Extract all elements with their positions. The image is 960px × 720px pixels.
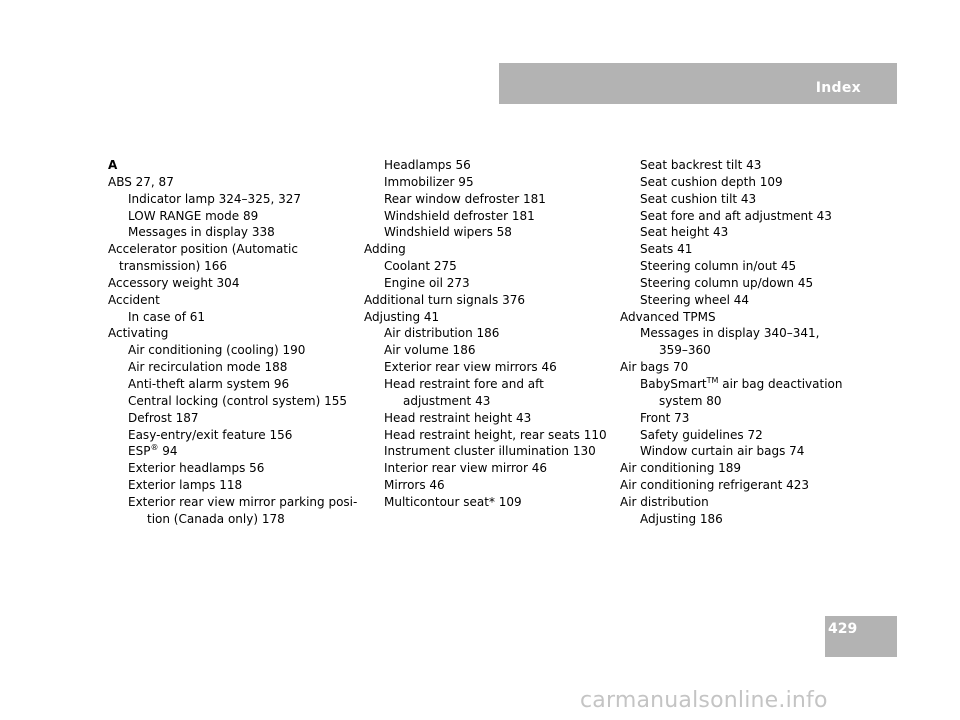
entry-text: Steering column up/down 45 (640, 275, 814, 290)
index-subentry (108, 393, 363, 410)
index-subentry (620, 224, 875, 241)
index-subentry (364, 376, 619, 393)
entry-text: Activating (108, 326, 169, 341)
entry-text: Multicontour seat* 109 (384, 494, 522, 509)
index-subentry (364, 393, 619, 410)
index-entry (364, 309, 619, 326)
entry-text: Accelerator position (Automatic (108, 242, 298, 257)
entry-text: Rear window defroster 181 (384, 191, 546, 206)
index-entry (364, 241, 619, 258)
entry-text: Air volume 186 (384, 343, 476, 358)
entry-text: adjustment 43 (403, 393, 491, 408)
watermark: carmanualsonline.info (580, 688, 828, 713)
index-subentry (364, 191, 619, 208)
entry-text: ESP (128, 444, 151, 459)
index-subentry (620, 191, 875, 208)
entry-text: A (108, 158, 118, 172)
index-subentry (620, 325, 875, 342)
index-column-2 (364, 157, 619, 511)
index-subentry (364, 258, 619, 275)
index-entry (108, 174, 363, 191)
entry-text: tion (Canada only) 178 (147, 511, 285, 526)
index-subentry (364, 410, 619, 427)
entry-text: Air conditioning 189 (620, 461, 742, 476)
entry-text: Air conditioning refrigerant 423 (620, 478, 810, 493)
entry-text: Immobilizer 95 (384, 174, 474, 189)
index-subentry (364, 275, 619, 292)
index-subentry (364, 208, 619, 225)
index-entry (620, 477, 875, 494)
index-subentry (620, 342, 875, 359)
index-subentry (620, 258, 875, 275)
entry-text: Messages in display 338 (128, 225, 275, 240)
index-subentry (108, 427, 363, 444)
entry-text: Messages in display 340–341, (640, 326, 820, 341)
entry-text: Advanced TPMS (620, 309, 716, 324)
index-subentry (108, 494, 363, 511)
entry-text: ABS 27, 87 (108, 174, 174, 189)
entry-text: Mirrors 46 (384, 478, 445, 493)
index-subentry (620, 427, 875, 444)
entry-text: system 80 (659, 393, 722, 408)
index-subentry (620, 511, 875, 528)
entry-text: Seat backrest tilt 43 (640, 158, 762, 172)
page-number: 429 (828, 621, 858, 637)
index-subentry (364, 342, 619, 359)
index-subentry (620, 241, 875, 258)
index-entry (108, 275, 363, 292)
header-band (499, 63, 897, 104)
index-subentry (108, 410, 363, 427)
entry-text: Indicator lamp 324–325, 327 (128, 191, 301, 206)
index-entry (108, 292, 363, 309)
index-subentry (620, 410, 875, 427)
entry-text: Easy-entry/exit feature 156 (128, 427, 293, 442)
index-subentry (108, 359, 363, 376)
index-subentry (364, 325, 619, 342)
entry-text: Defrost 187 (128, 410, 199, 425)
entry-text: Steering wheel 44 (640, 292, 749, 307)
entry-text: Head restraint height, rear seats 110 (384, 427, 607, 442)
index-subentry (108, 224, 363, 241)
index-letter-heading (108, 157, 363, 174)
index-column-3 (620, 157, 875, 528)
entry-text: In case of 61 (128, 309, 206, 324)
entry-text: Exterior lamps 118 (128, 478, 243, 493)
entry-text: Central locking (control system) 155 (128, 393, 347, 408)
entry-text: Windshield wipers 58 (384, 225, 512, 240)
entry-text: Adjusting 41 (364, 309, 440, 324)
entry-superscript: ® (150, 443, 159, 453)
entry-text: Instrument cluster illumination 130 (384, 444, 596, 459)
index-subentry (108, 191, 363, 208)
entry-text: Air distribution 186 (384, 326, 500, 341)
index-subentry (108, 477, 363, 494)
index-subentry (108, 460, 363, 477)
entry-text: Head restraint height 43 (384, 410, 532, 425)
entry-text: Adding (364, 242, 406, 257)
section-title: Index (815, 80, 861, 96)
entry-text-after: air bag deactivation (718, 376, 843, 391)
index-entry (108, 241, 363, 258)
entry-text: transmission) 166 (119, 259, 228, 274)
entry-text: Steering column in/out 45 (640, 259, 797, 274)
entry-text: Seat fore and aft adjustment 43 (640, 208, 832, 223)
entry-text: Air bags 70 (620, 360, 689, 375)
index-subentry (620, 292, 875, 309)
entry-text: Air conditioning (cooling) 190 (128, 343, 306, 358)
page-number-box (825, 616, 897, 657)
index-entry (620, 309, 875, 326)
index-subentry (108, 309, 363, 326)
index-subentry (620, 208, 875, 225)
entry-text: Anti-theft alarm system 96 (128, 376, 290, 391)
entry-text: Safety guidelines 72 (640, 427, 763, 442)
entry-text: Air distribution (620, 494, 709, 509)
index-subentry (364, 460, 619, 477)
index-subentry (364, 427, 619, 444)
index-entry (620, 460, 875, 477)
index-subentry (364, 477, 619, 494)
index-subentry (620, 443, 875, 460)
index-subentry (620, 174, 875, 191)
entry-text: Windshield defroster 181 (384, 208, 535, 223)
index-subentry (108, 342, 363, 359)
entry-text: Seats 41 (640, 242, 693, 257)
entry-text: Headlamps 56 (384, 158, 471, 172)
entry-text: 359–360 (659, 343, 711, 358)
index-subentry (364, 224, 619, 241)
entry-superscript: TM (706, 375, 719, 385)
index-subentry (620, 275, 875, 292)
index-subentry (364, 359, 619, 376)
entry-text: Coolant 275 (384, 259, 457, 274)
entry-text: Adjusting 186 (640, 511, 723, 526)
index-subentry (364, 174, 619, 191)
index-subentry (364, 157, 619, 174)
entry-text: Engine oil 273 (384, 275, 470, 290)
entry-text: BabySmart (640, 376, 707, 391)
entry-text: Seat cushion tilt 43 (640, 191, 757, 206)
entry-text: Seat height 43 (640, 225, 729, 240)
index-subentry (364, 494, 619, 511)
index-subentry (620, 376, 875, 393)
entry-text: Accident (108, 292, 160, 307)
index-subentry (108, 443, 363, 460)
index-entry (364, 292, 619, 309)
entry-text: Seat cushion depth 109 (640, 174, 783, 189)
entry-text-after: 94 (158, 444, 178, 459)
index-subentry (364, 443, 619, 460)
index-subentry (108, 208, 363, 225)
entry-text: Accessory weight 304 (108, 275, 240, 290)
entry-text: Window curtain air bags 74 (640, 444, 805, 459)
entry-text: Head restraint fore and aft (384, 376, 544, 391)
index-subentry (620, 393, 875, 410)
entry-text: Interior rear view mirror 46 (384, 461, 547, 476)
index-entry (108, 325, 363, 342)
index-column-1 (108, 157, 363, 528)
entry-text: Exterior rear view mirrors 46 (384, 360, 557, 375)
index-entry (108, 258, 363, 275)
entry-text: Air recirculation mode 188 (128, 360, 288, 375)
index-subentry (108, 511, 363, 528)
entry-text: Additional turn signals 376 (364, 292, 525, 307)
entry-text: Front 73 (640, 410, 690, 425)
index-subentry (108, 376, 363, 393)
index-entry (620, 359, 875, 376)
entry-text: Exterior rear view mirror parking posi- (128, 494, 358, 509)
entry-text: Exterior headlamps 56 (128, 461, 265, 476)
index-subentry (620, 157, 875, 174)
index-entry (620, 494, 875, 511)
entry-text: LOW RANGE mode 89 (128, 208, 259, 223)
